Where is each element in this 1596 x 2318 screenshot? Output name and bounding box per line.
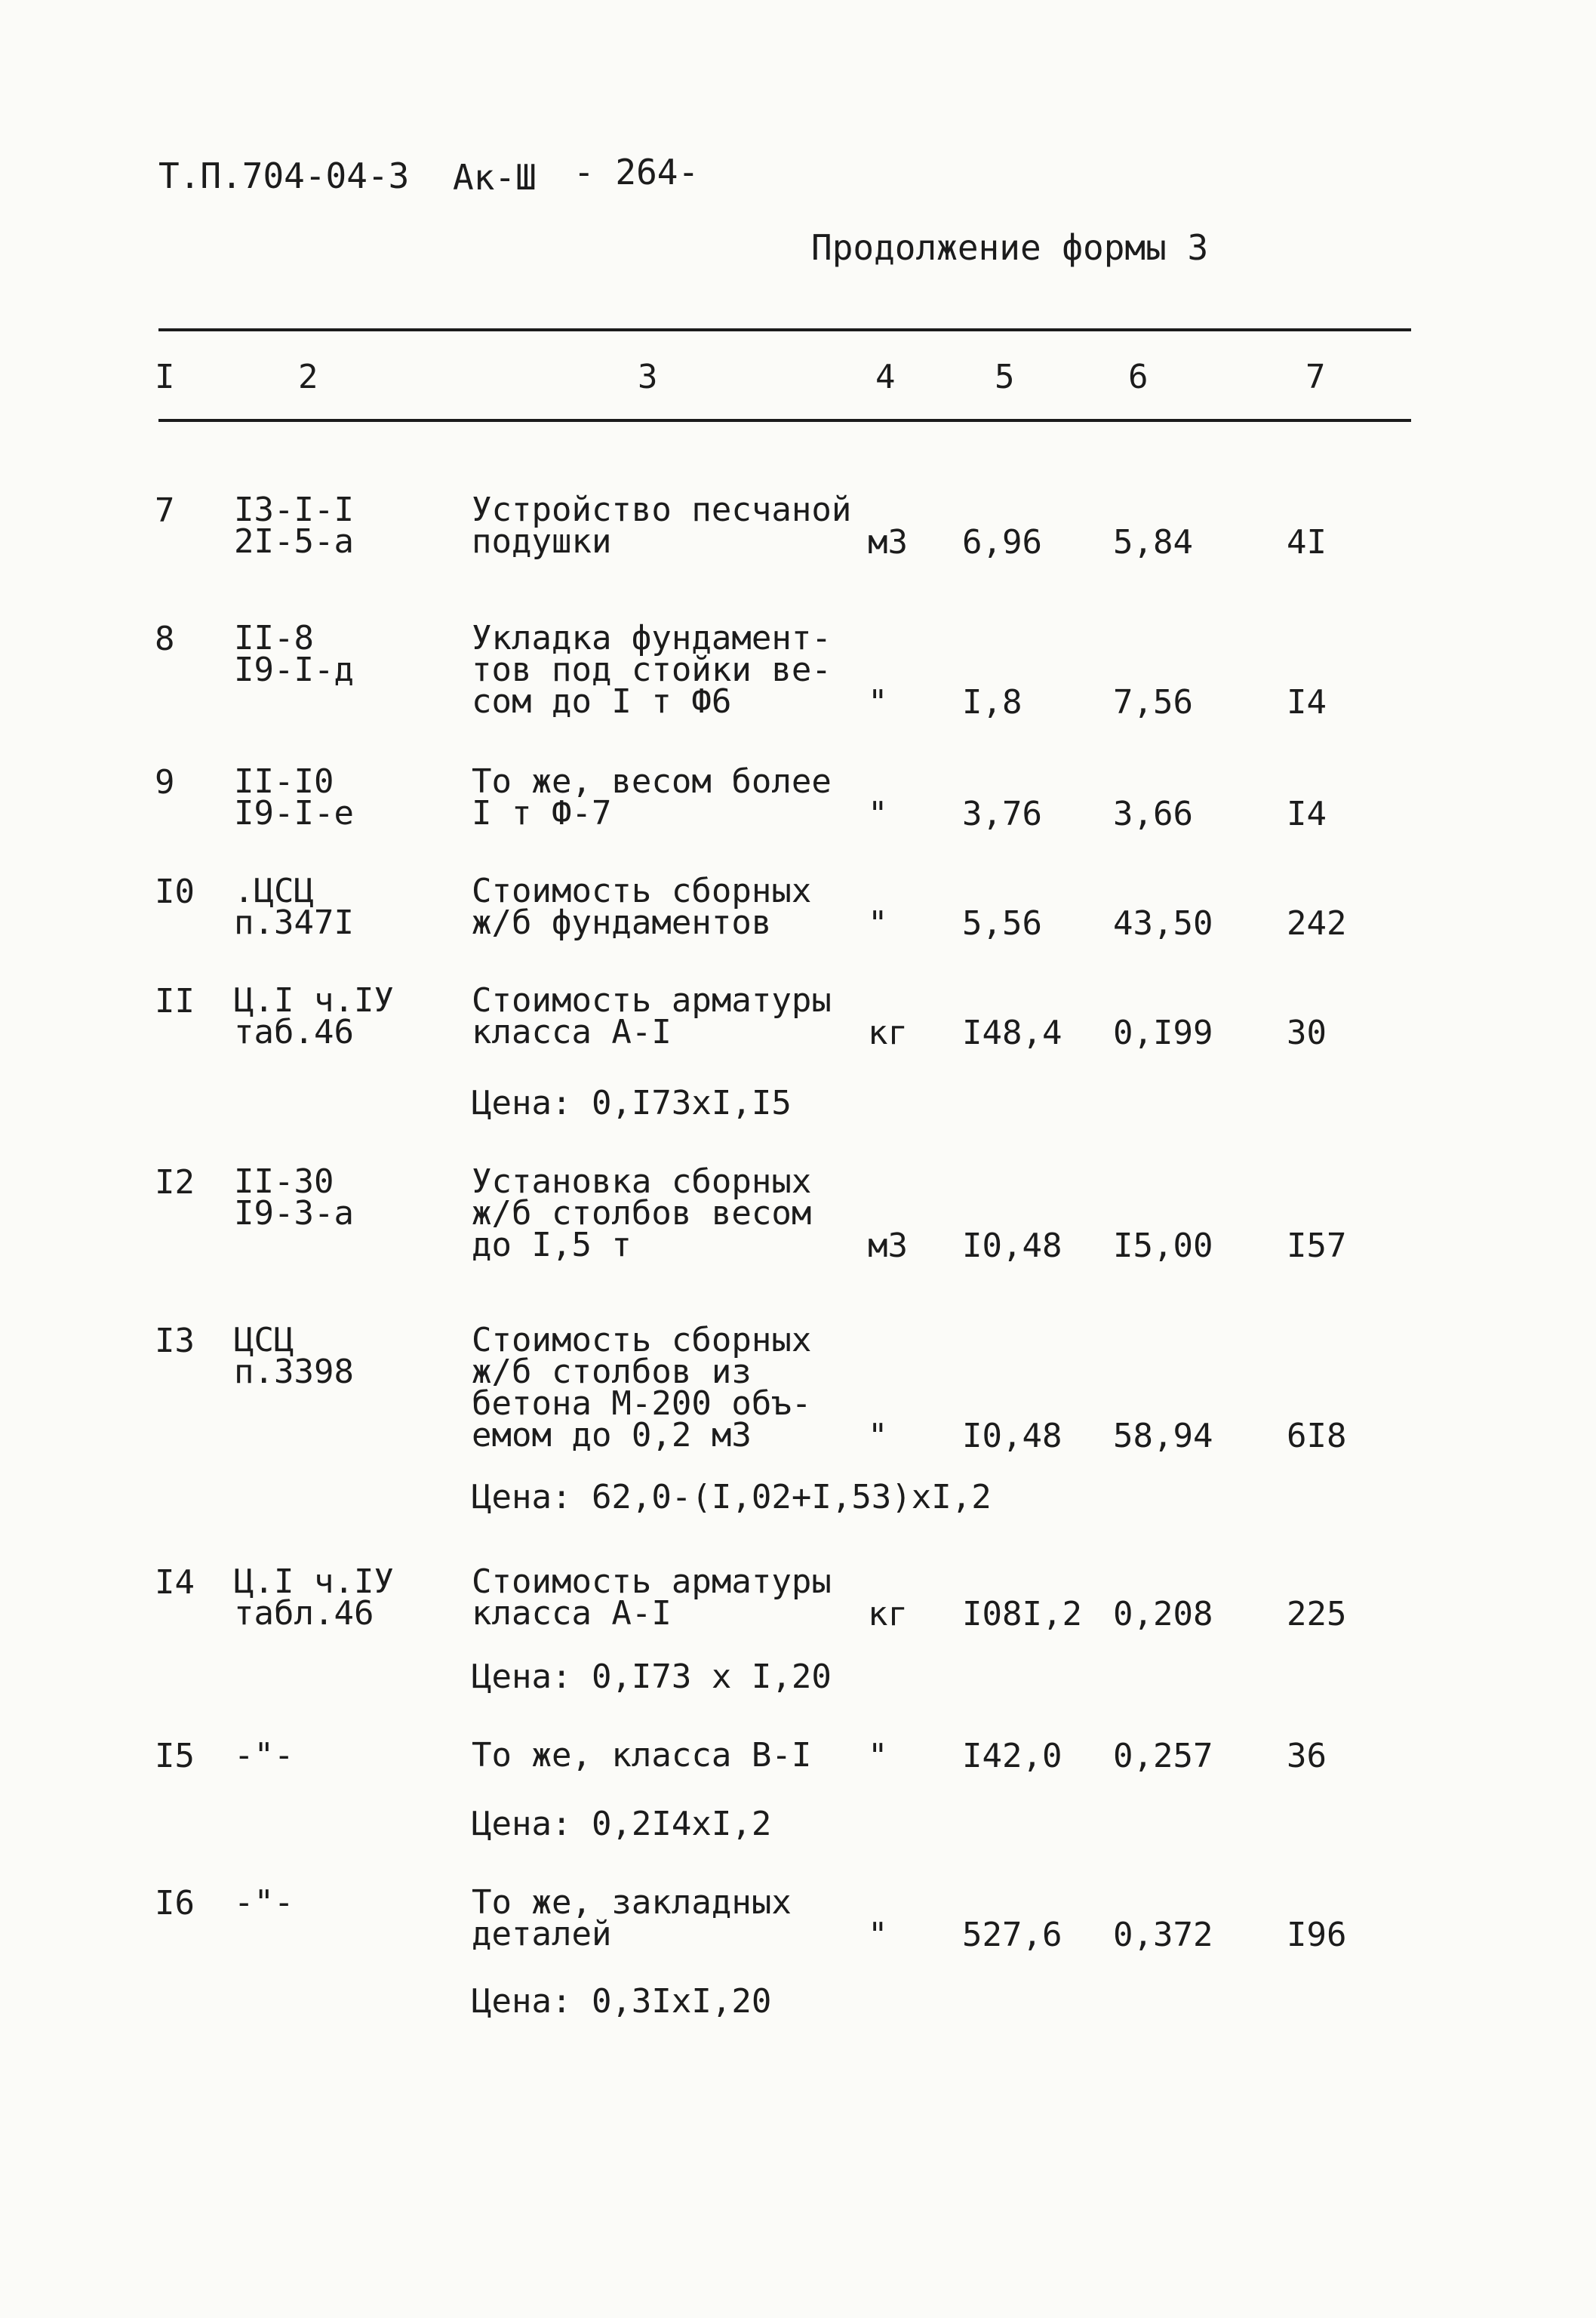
- row-unit-price: 3,66: [1113, 795, 1193, 833]
- row-number: 8: [155, 620, 175, 658]
- row-unit: ": [868, 683, 888, 722]
- row-number: I0: [155, 873, 195, 911]
- row-quantity: 3,76: [962, 795, 1042, 833]
- row-unit-price: 7,56: [1113, 683, 1193, 722]
- row-unit-price: I5,00: [1113, 1227, 1213, 1265]
- row-code-line: 2I-5-а: [234, 522, 354, 561]
- row-total: 6I8: [1287, 1417, 1347, 1455]
- row-quantity: I0,48: [962, 1417, 1062, 1455]
- row-total: 242: [1287, 904, 1347, 943]
- row-code-line: I9-3-а: [234, 1194, 354, 1233]
- row-quantity: I,8: [962, 683, 1022, 722]
- row-description-line: Установка сборных: [472, 1162, 812, 1201]
- row-unit-price: 43,50: [1113, 904, 1213, 943]
- row-code-line: таб.46: [234, 1013, 354, 1051]
- row-unit: ": [868, 1737, 888, 1775]
- row-code: [234, 1162, 354, 1233]
- row-code-line: -"-: [234, 1736, 294, 1775]
- row-unit-price: 0,208: [1113, 1595, 1213, 1633]
- column-header-5: 5: [995, 358, 1015, 396]
- row-code-line: II-I0: [234, 762, 334, 801]
- row-description-line: класса А-I: [472, 1013, 672, 1051]
- row-total: 30: [1287, 1014, 1327, 1052]
- page-number: - 264-: [574, 152, 700, 192]
- row-description-line: То же, класса В-I: [472, 1736, 812, 1775]
- row-description: [472, 1162, 812, 1264]
- row-code-line: I9-I-д: [234, 651, 354, 689]
- row-price-note: Цена: 62,0-(I,02+I,53)хI,2: [472, 1478, 992, 1516]
- row-code: [234, 1736, 294, 1775]
- row-unit-price: 0,I99: [1113, 1014, 1213, 1052]
- row-price-note: Цена: 0,2I4хI,2: [472, 1805, 772, 1843]
- row-number: I6: [155, 1884, 195, 1922]
- row-description-line: деталей: [472, 1915, 612, 1953]
- row-unit-price: 58,94: [1113, 1417, 1213, 1455]
- row-description-line: емом до 0,2 м3: [472, 1416, 752, 1455]
- row-code-line: Ц.I ч.IУ: [234, 981, 394, 1020]
- row-number: I4: [155, 1563, 195, 1602]
- row-description-line: класса А-I: [472, 1594, 672, 1633]
- row-price-note: Цена: 0,I73хI,I5: [472, 1084, 792, 1122]
- row-description-line: подушки: [472, 522, 612, 561]
- column-header-2: 2: [298, 358, 318, 396]
- row-description: [472, 762, 832, 833]
- document-code: Т.П.704-04-3: [158, 155, 410, 196]
- table-top-rule: [158, 328, 1411, 331]
- row-description: [472, 1736, 812, 1775]
- row-quantity: 6,96: [962, 523, 1042, 562]
- row-code: [234, 491, 354, 561]
- row-total: I4: [1287, 683, 1327, 722]
- row-code: [234, 1321, 354, 1391]
- row-code-line: п.3398: [234, 1353, 354, 1391]
- row-unit: м3: [868, 1227, 908, 1265]
- row-number: 7: [155, 491, 175, 530]
- row-description-line: сом до I т Ф6: [472, 682, 732, 721]
- column-header-3: 3: [638, 358, 658, 396]
- column-header-7: 7: [1305, 358, 1326, 396]
- row-code-line: I3-I-I: [234, 491, 354, 529]
- row-description-line: I т Ф-7: [472, 794, 612, 833]
- row-code: [234, 872, 354, 942]
- row-quantity: 527,6: [962, 1916, 1062, 1954]
- row-description: [472, 619, 832, 721]
- row-total: 225: [1287, 1595, 1347, 1633]
- row-code-line: II-8: [234, 619, 314, 657]
- row-unit: кг: [868, 1595, 908, 1633]
- table-header-rule: [158, 419, 1411, 422]
- row-description-line: Стоимость сборных: [472, 1321, 812, 1359]
- row-code-line: I9-I-е: [234, 794, 354, 833]
- row-code: [234, 762, 354, 833]
- row-number: II: [155, 982, 195, 1020]
- row-code-line: .ЦСЦ: [234, 872, 314, 910]
- row-unit-price: 0,257: [1113, 1737, 1213, 1775]
- row-description: [472, 872, 812, 942]
- row-description: [472, 1321, 812, 1455]
- row-description: [472, 1562, 832, 1633]
- row-description-line: ж/б столбов из: [472, 1353, 752, 1391]
- row-total: I4: [1287, 795, 1327, 833]
- row-description-line: То же, весом более: [472, 762, 832, 801]
- row-quantity: I08I,2: [962, 1595, 1082, 1633]
- row-code-line: ЦСЦ: [234, 1321, 294, 1359]
- row-code: [234, 619, 354, 689]
- row-description: [472, 491, 852, 561]
- row-description: [472, 1883, 792, 1953]
- row-description-line: Стоимость арматуры: [472, 981, 832, 1020]
- row-total: 4I: [1287, 523, 1327, 562]
- row-unit-price: 0,372: [1113, 1916, 1213, 1954]
- row-unit: кг: [868, 1014, 908, 1052]
- row-quantity: I0,48: [962, 1227, 1062, 1265]
- document-mark: Ак-Ш: [453, 157, 537, 198]
- row-number: I2: [155, 1163, 195, 1202]
- row-description-line: ж/б фундаментов: [472, 903, 772, 942]
- row-description-line: тов под стойки ве-: [472, 651, 832, 689]
- row-quantity: I48,4: [962, 1014, 1062, 1052]
- row-quantity: I42,0: [962, 1737, 1062, 1775]
- row-code-line: II-30: [234, 1162, 334, 1201]
- row-description-line: Стоимость арматуры: [472, 1562, 832, 1601]
- row-description-line: до I,5 т: [472, 1226, 632, 1264]
- row-description-line: То же, закладных: [472, 1883, 792, 1922]
- row-total: I57: [1287, 1227, 1347, 1265]
- column-header-1: I: [155, 358, 175, 396]
- row-number: I5: [155, 1737, 195, 1775]
- continuation-title: Продолжение формы 3: [811, 227, 1209, 268]
- row-code-line: -"-: [234, 1883, 294, 1922]
- row-total: I96: [1287, 1916, 1347, 1954]
- row-description-line: Устройство песчаной: [472, 491, 852, 529]
- column-header-6: 6: [1128, 358, 1149, 396]
- row-unit-price: 5,84: [1113, 523, 1193, 562]
- row-description-line: бетона М-200 объ-: [472, 1384, 812, 1423]
- row-number: 9: [155, 763, 175, 802]
- row-code-line: Ц.I ч.IУ: [234, 1562, 394, 1601]
- row-quantity: 5,56: [962, 904, 1042, 943]
- column-header-4: 4: [875, 358, 896, 396]
- row-total: 36: [1287, 1737, 1327, 1775]
- row-description-line: Стоимость сборных: [472, 872, 812, 910]
- row-code-line: п.347I: [234, 903, 354, 942]
- row-description-line: ж/б столбов весом: [472, 1194, 812, 1233]
- row-unit: ": [868, 795, 888, 833]
- row-code: [234, 981, 394, 1051]
- row-unit: м3: [868, 523, 908, 562]
- row-description-line: Укладка фундамент-: [472, 619, 832, 657]
- row-unit: ": [868, 1417, 888, 1455]
- row-unit: ": [868, 904, 888, 943]
- row-code: [234, 1883, 294, 1922]
- row-price-note: Цена: 0,3IхI,20: [472, 1982, 772, 2021]
- row-code-line: табл.46: [234, 1594, 374, 1633]
- row-description: [472, 981, 832, 1051]
- row-code: [234, 1562, 394, 1633]
- row-price-note: Цена: 0,I73 х I,20: [472, 1658, 832, 1696]
- row-number: I3: [155, 1322, 195, 1360]
- row-unit: ": [868, 1916, 888, 1954]
